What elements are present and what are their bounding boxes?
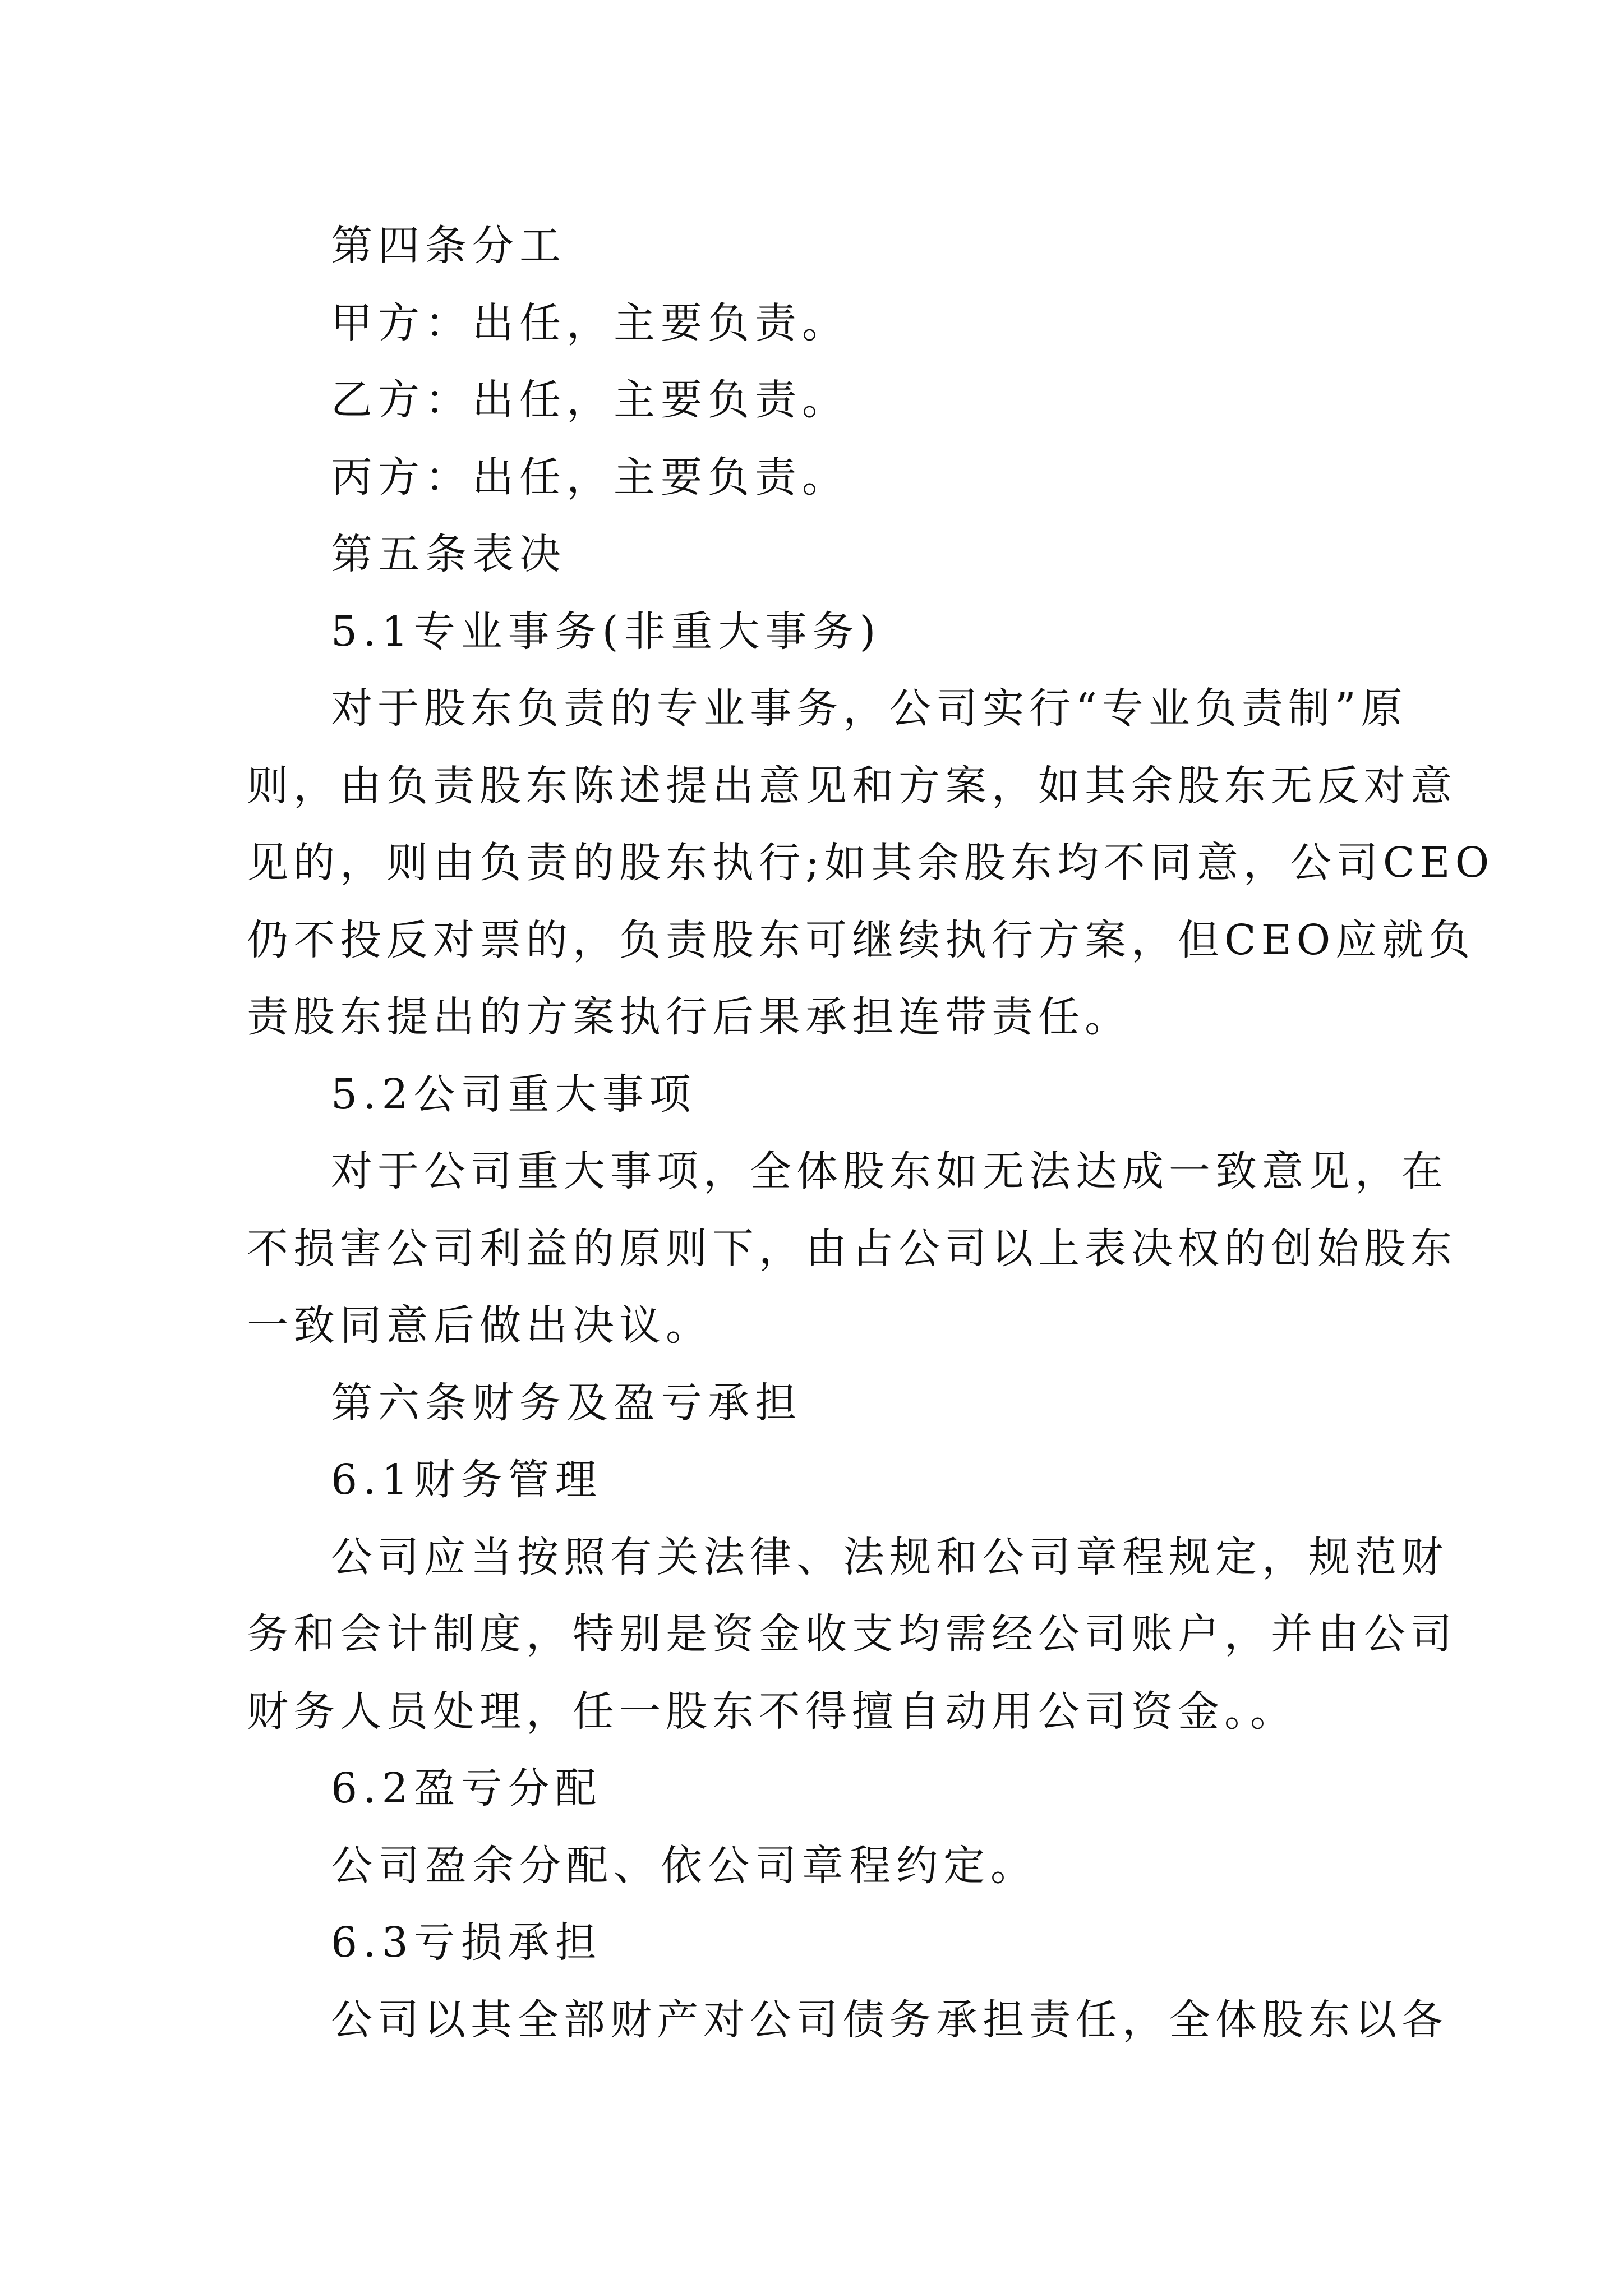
paragraph-line: 公司以其全部财产对公司债务承担责任，全体股东以各 bbox=[331, 1995, 1448, 2044]
paragraph-line: 财务人员处理，任一股东不得擅自动用公司资金。。 bbox=[247, 1687, 1297, 1736]
paragraph-line: 则，由负责股东陈述提出意见和方案，如其余股东无反对意 bbox=[247, 761, 1457, 810]
party-a-duty: 甲方：出任，主要负责。 bbox=[331, 298, 849, 347]
article-6-heading: 第六条财务及盈亏承担 bbox=[331, 1378, 802, 1427]
paragraph-line: 仍不投反对票的，负责股东可继续执行方案，但CEO应就负 bbox=[247, 915, 1476, 964]
section-6-1-heading: 6.1财务管理 bbox=[331, 1456, 602, 1504]
paragraph-line: 见的，则由负责的股东执行;如其余股东均不同意，公司CEO bbox=[247, 839, 1495, 887]
paragraph-line: 对于公司重大事项，全体股东如无法达成一致意见，在 bbox=[331, 1147, 1448, 1195]
party-c-duty: 丙方：出任，主要负责。 bbox=[331, 453, 849, 501]
document-page bbox=[247, 208, 1495, 2059]
article-5-heading: 第五条表决 bbox=[331, 530, 566, 578]
paragraph-line: 务和会计制度，特别是资金收支均需经公司账户，并由公司 bbox=[247, 1610, 1457, 1658]
paragraph-line: 公司应当按照有关法律、法规和公司章程规定，规范财 bbox=[331, 1533, 1448, 1581]
paragraph-line: 对于股东负责的专业事务，公司实行“专业负责制”原 bbox=[331, 684, 1408, 733]
section-6-3-heading: 6.3亏损承担 bbox=[331, 1918, 602, 1967]
paragraph-line: 公司盈余分配、依公司章程约定。 bbox=[331, 1841, 1038, 1890]
paragraph-line: 不损害公司利益的原则下，由占公司以上表决权的创始股东 bbox=[247, 1224, 1457, 1273]
paragraph-line: 责股东提出的方案执行后果承担连带责任。 bbox=[247, 993, 1131, 1041]
party-b-duty: 乙方：出任，主要负责。 bbox=[331, 376, 849, 424]
paragraph-line: 一致同意后做出决议。 bbox=[247, 1301, 712, 1350]
section-5-1-heading: 5.1专业事务(非重大事务) bbox=[331, 607, 882, 656]
section-5-2-heading: 5.2公司重大事项 bbox=[331, 1070, 697, 1119]
article-4-heading: 第四条分工 bbox=[331, 222, 566, 270]
section-6-2-heading: 6.2盈亏分配 bbox=[331, 1764, 602, 1812]
